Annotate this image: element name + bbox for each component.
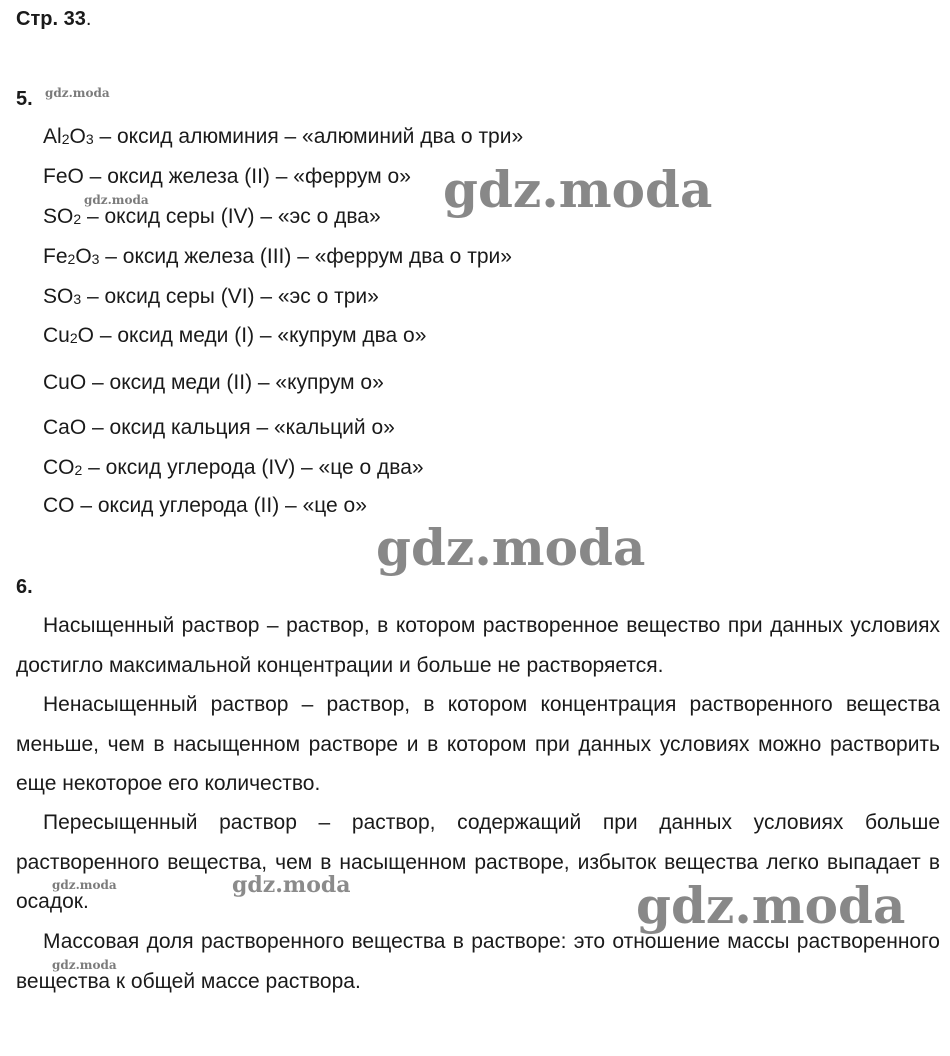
chemical-formula: CO: [43, 494, 75, 517]
page-title: Стр. 33.: [16, 8, 92, 30]
oxide-line: [43, 285, 379, 309]
oxide-description: – оксид алюминия – «алюминий два о три»: [93, 125, 524, 148]
watermark-logo: gdz.moda: [232, 872, 351, 898]
chemical-formula: $CO_2$: [43, 456, 83, 479]
oxide-description: – оксид железа (III) – «феррум два о три»: [99, 245, 512, 268]
watermark-logo: gdz.moda: [45, 86, 110, 100]
chemical-formula: CuO: [43, 371, 87, 394]
chemical-formula: CaO: [43, 416, 87, 439]
oxide-line: [43, 371, 384, 395]
oxide-description: – оксид углерода (II) – «це о»: [74, 494, 367, 517]
task-5-number: 5.: [16, 88, 33, 110]
chemical-formula: $Fe_2O_3$: [43, 245, 100, 268]
chemical-formula: $SO_3$: [43, 285, 82, 308]
chemical-formula: $Al_2O_3$: [43, 125, 94, 148]
watermark-logo: gdz.moda: [52, 958, 117, 972]
oxide-description: – оксид серы (IV) – «эс о два»: [81, 205, 381, 228]
definition-mass-fraction: Массовая доля растворенного вещества в растворе: это отношение массы растворенного вещества к общей массе раствора.: [16, 930, 940, 993]
oxide-line: [43, 205, 381, 229]
oxide-line: [43, 494, 367, 518]
oxide-description: – оксид кальция – «кальций о»: [86, 416, 395, 439]
watermark-logo: gdz.moda: [84, 193, 149, 207]
chemical-formula: $Cu_2O$: [43, 324, 94, 347]
oxide-line: [43, 245, 512, 269]
oxide-line: [43, 416, 395, 440]
definition-supersaturated: Пересыщенный раствор – раствор, содержащий при данных условиях больше растворенного вещества, чем в насыщенном растворе, избыток вещества легко выпадает в осадок.: [16, 811, 940, 913]
oxide-line: [43, 456, 424, 480]
oxide-description: – оксид серы (VI) – «эс о три»: [81, 285, 379, 308]
oxide-description: – оксид железа (II) – «феррум о»: [83, 165, 411, 188]
watermark-logo: gdz.moda: [376, 518, 646, 577]
chemical-formula: FeO: [43, 165, 84, 188]
definition-saturated: Насыщенный раствор – раствор, в котором растворенное вещество при данных условиях достигло максимальной концентрации и больше не растворяется.: [16, 614, 940, 677]
chemical-formula: $SO_2$: [43, 205, 82, 228]
oxide-description: – оксид углерода (IV) – «це о два»: [82, 456, 424, 479]
watermark-logo: gdz.moda: [443, 160, 713, 219]
oxide-line: [43, 324, 426, 348]
definition-unsaturated: Ненасыщенный раствор – раствор, в котором концентрация растворенного вещества меньше, чем в насыщенном растворе и в котором при данных условиях можно растворить еще некоторое его количество.: [16, 693, 940, 795]
watermark-logo: gdz.moda: [636, 876, 906, 935]
oxide-line: [43, 125, 523, 149]
oxide-description: – оксид меди (I) – «купрум два о»: [94, 324, 427, 347]
watermark-logo: gdz.moda: [52, 878, 117, 892]
oxide-line: [43, 165, 411, 189]
task-6-number: 6.: [16, 576, 33, 598]
oxide-description: – оксид меди (II) – «купрум о»: [86, 371, 384, 394]
